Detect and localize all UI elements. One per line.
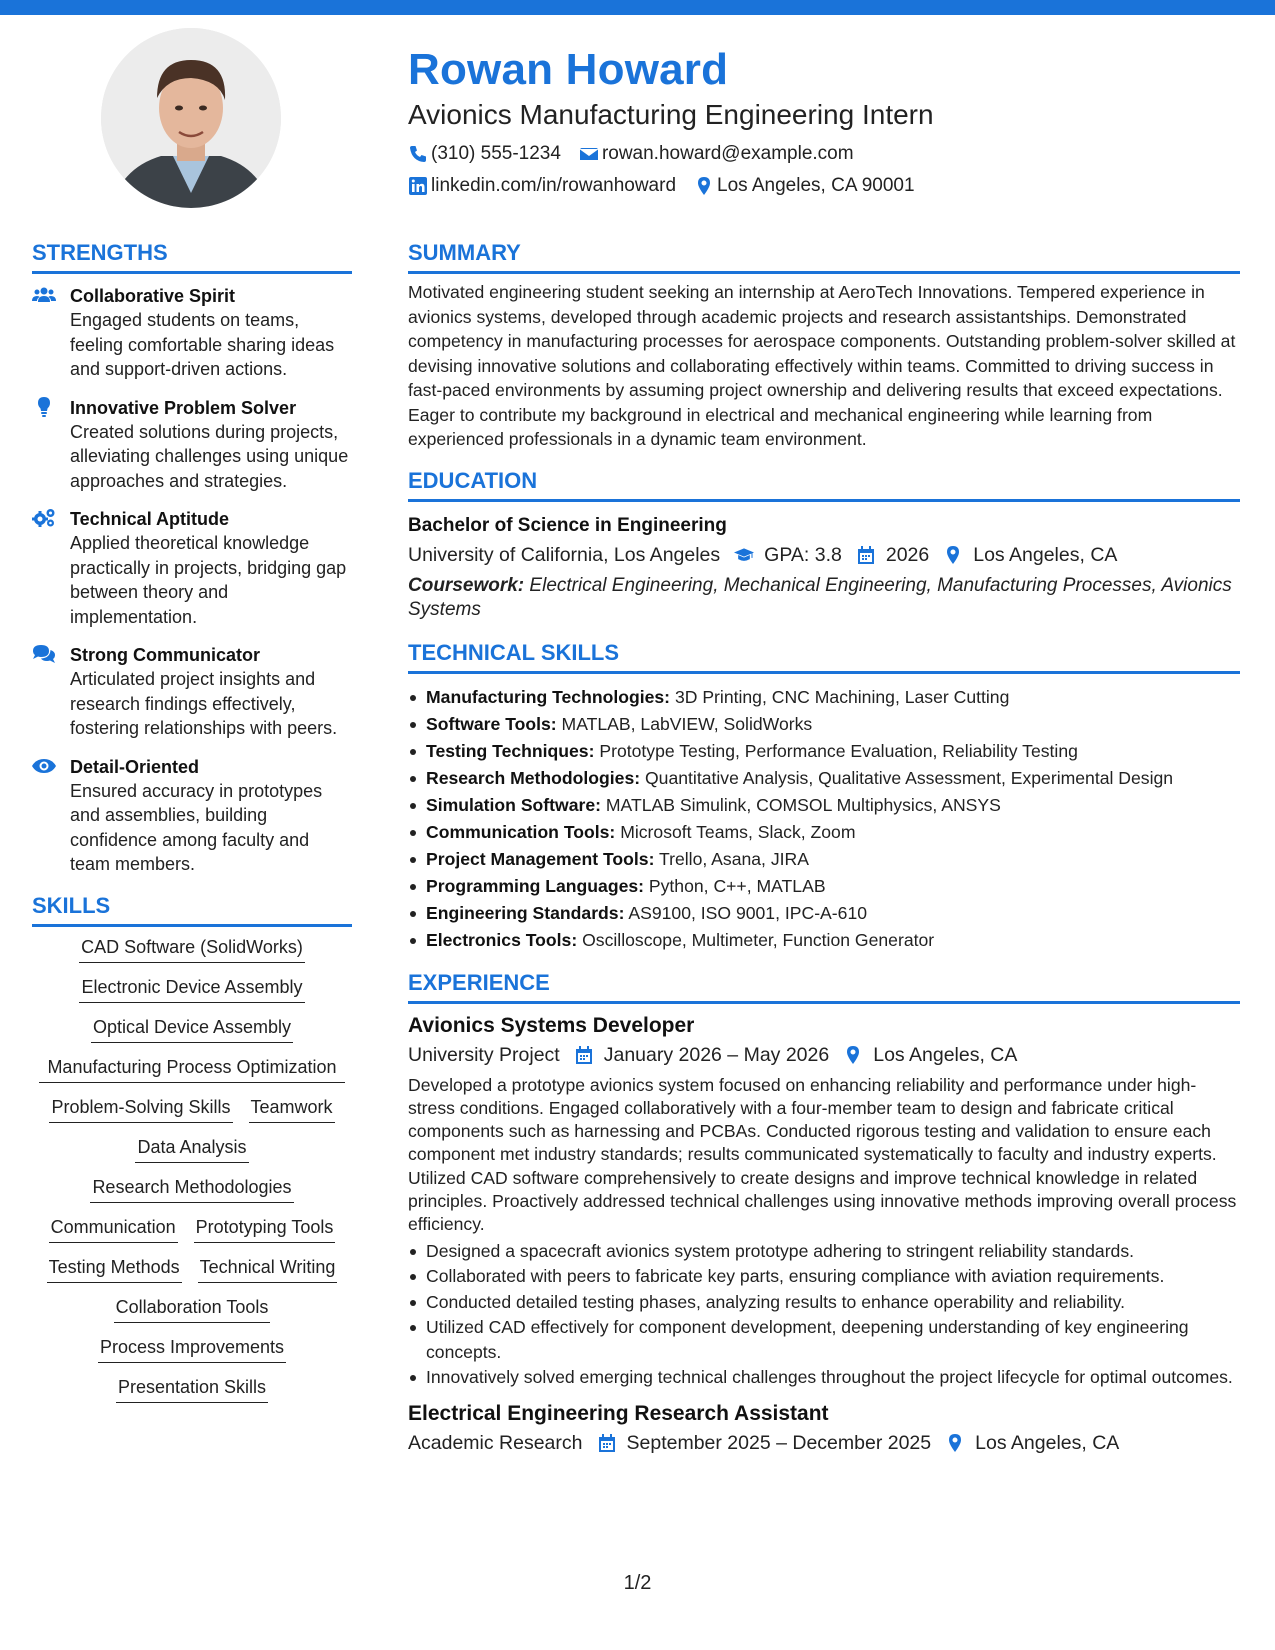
skill-tag: Teamwork xyxy=(249,1095,335,1123)
map-pin-icon xyxy=(945,1433,965,1453)
strength-desc: Articulated project insights and research findings effectively, fostering relationships with peers. xyxy=(70,669,338,738)
gears-icon xyxy=(32,508,56,528)
eye-icon xyxy=(32,756,56,776)
tech-skill-item: Software Tools: MATLAB, LabVIEW, SolidWorks xyxy=(408,711,1240,738)
school: University of California, Los Angeles xyxy=(408,543,721,566)
job-location: Los Angeles, CA xyxy=(945,1428,1119,1458)
job-title: Electrical Engineering Research Assistant xyxy=(408,1401,829,1425)
tech-skill-item: Testing Techniques: Prototype Testing, Performance Evaluation, Reliability Testing xyxy=(408,738,1240,765)
strength-desc: Ensured accuracy in prototypes and assemblies, building confidence among faculty and team members. xyxy=(70,780,323,874)
job-title: Avionics Systems Developer xyxy=(408,1013,695,1037)
tech-skill-item: Research Methodologies: Quantitative Analysis, Qualitative Assessment, Experimental Design xyxy=(408,765,1240,792)
phone-item[interactable] xyxy=(408,142,561,166)
job-bullet: Designed a spacecraft avionics system prototype adhering to stringent reliability standards. xyxy=(408,1239,1240,1264)
skill-tag: Data Analysis xyxy=(135,1135,248,1163)
strength-item xyxy=(32,396,352,494)
linkedin-icon xyxy=(408,176,428,196)
contact-row-2 xyxy=(408,170,1238,202)
skills-heading: SKILLS xyxy=(32,891,352,927)
job-bullet: Conducted detailed testing phases, analyzing results to enhance operability and reliability. xyxy=(408,1290,1240,1315)
skill-tag: Manufacturing Process Optimization xyxy=(39,1055,345,1083)
graduation-cap-icon xyxy=(734,545,754,565)
skill-tag: CAD Software (SolidWorks) xyxy=(79,935,305,963)
edu-location: Los Angeles, CA xyxy=(943,540,1117,570)
tech-skill-item: Simulation Software: MATLAB Simulink, COMSOL Multiphysics, ANSYS xyxy=(408,792,1240,819)
summary-heading: SUMMARY xyxy=(408,238,1240,274)
linkedin-text: linkedin.com/in/rowanhoward xyxy=(431,175,677,196)
skill-tag: Communication xyxy=(49,1215,178,1243)
skill-tag: Research Methodologies xyxy=(90,1175,293,1203)
resume-header xyxy=(408,42,1238,202)
strength-title: Strong Communicator xyxy=(70,645,261,665)
skill-tag: Optical Device Assembly xyxy=(91,1015,293,1043)
email-text: rowan.howard@example.com xyxy=(601,143,854,164)
job-meta xyxy=(408,1040,1240,1070)
map-pin-icon xyxy=(694,176,714,196)
strength-item xyxy=(32,507,352,629)
calendar-icon xyxy=(597,1433,617,1453)
phone-text: (310) 555-1234 xyxy=(431,143,561,164)
job-bullet: Collaborated with peers to fabricate key parts, ensuring compliance with aviation requirements. xyxy=(408,1264,1240,1289)
location-text: Los Angeles, CA 90001 xyxy=(717,175,915,196)
job-description: Developed a prototype avionics system focused on enhancing reliability and performance under high-stress conditions. Engaged collaboratively with a four-member team to design and fabricate critical components such as harnessing and PCBAs. Conducted rigorous testing and validation to ensure each component met industry standards; results communicated systematically to faculty and industry experts. Utilized CAD software comprehensively to create designs and improve technical knowledge in related principles. Proactively addressed technical challenges using innovative methods improving overall process efficiency. xyxy=(408,1074,1237,1235)
strength-item xyxy=(32,284,352,382)
right-column xyxy=(408,238,1240,1458)
linkedin-item[interactable] xyxy=(408,174,676,198)
skill-tag: Presentation Skills xyxy=(116,1375,268,1403)
envelope-icon xyxy=(579,144,599,164)
job-org: Academic Research xyxy=(408,1431,583,1454)
left-column xyxy=(32,238,352,1415)
skill-tag: Process Improvements xyxy=(98,1335,286,1363)
tech-skill-item: Electronics Tools: Oscilloscope, Multimeter, Function Generator xyxy=(408,927,1240,954)
users-icon xyxy=(32,285,56,305)
job-dates: September 2025 – December 2025 xyxy=(597,1428,932,1458)
contact-row-1 xyxy=(408,138,1238,170)
tech-skill-item: Programming Languages: Python, C++, MATLAB xyxy=(408,873,1240,900)
profile-photo xyxy=(101,28,281,208)
job-location: Los Angeles, CA xyxy=(843,1040,1017,1070)
skill-tag: Testing Methods xyxy=(47,1255,182,1283)
phone-icon xyxy=(408,144,428,164)
calendar-icon xyxy=(574,1045,594,1065)
job-meta xyxy=(408,1428,1240,1458)
tech-skill-item: Project Management Tools: Trello, Asana, JIRA xyxy=(408,846,1240,873)
coursework: Coursework: Electrical Engineering, Mechanical Engineering, Manufacturing Processes, Avionics Systems xyxy=(408,574,1232,620)
education-heading: EDUCATION xyxy=(408,466,1240,502)
skill-tag: Problem-Solving Skills xyxy=(49,1095,232,1123)
skill-tag: Electronic Device Assembly xyxy=(79,975,304,1003)
strength-title: Technical Aptitude xyxy=(70,509,230,529)
technical-skills-list xyxy=(408,684,1240,954)
job-bullet: Utilized CAD effectively for component development, deepening understanding of key engineering concepts. xyxy=(408,1315,1240,1364)
tech-skill-item: Manufacturing Technologies: 3D Printing, CNC Machining, Laser Cutting xyxy=(408,684,1240,711)
skill-tag: Prototyping Tools xyxy=(194,1215,336,1243)
job-org: University Project xyxy=(408,1043,560,1066)
job-entry xyxy=(408,1400,1240,1458)
top-accent-bar xyxy=(0,0,1275,15)
skills-list xyxy=(32,935,352,1403)
job-dates: January 2026 – May 2026 xyxy=(574,1040,830,1070)
tech-skill-item: Engineering Standards: AS9100, ISO 9001, IPC-A-610 xyxy=(408,900,1240,927)
strength-title: Detail-Oriented xyxy=(70,756,200,777)
job-bullets xyxy=(408,1239,1240,1390)
strengths-heading: STRENGTHS xyxy=(32,238,352,274)
skill-tag: Technical Writing xyxy=(198,1255,338,1283)
candidate-title: Avionics Manufacturing Engineering Intern xyxy=(408,99,934,130)
summary-text: Motivated engineering student seeking an internship at AeroTech Innovations. Tempered experience in avionics systems, developed through academic projects and research assistantships. Demonstrated competency in manufacturing processes for aerospace components. Outstanding problem-solver skilled at devising innovative solutions and collaborating effectively within teams. Committed to driving success in fast-paced environments by assuming project ownership and delivering results that exceed expectations. Eager to contribute my background in electrical and mechanical engineering while learning from experienced professionals in a dynamic team environment. xyxy=(408,282,1236,449)
email-item[interactable] xyxy=(579,142,854,166)
tech-skill-item: Communication Tools: Microsoft Teams, Slack, Zoom xyxy=(408,819,1240,846)
strength-desc: Applied theoretical knowledge practically in projects, bridging gap between theory and implementation. xyxy=(70,533,347,627)
strength-item xyxy=(32,755,352,877)
map-pin-icon xyxy=(943,545,963,565)
candidate-name: Rowan Howard xyxy=(408,45,729,94)
job-bullet: Innovatively solved emerging technical challenges throughout the project lifecycle for optimal outcomes. xyxy=(408,1365,1240,1390)
page-number: 1/2 xyxy=(623,1572,652,1594)
strength-title: Collaborative Spirit xyxy=(70,286,236,306)
education-meta xyxy=(408,540,1240,570)
degree: Bachelor of Science in Engineering xyxy=(408,514,727,536)
strength-desc: Created solutions during projects, alleviating challenges using unique approaches and strategies. xyxy=(70,421,349,491)
map-pin-icon xyxy=(843,1045,863,1065)
strength-item xyxy=(32,643,352,741)
grad-year: 2026 xyxy=(856,540,929,570)
strengths-list xyxy=(32,284,352,877)
location-item xyxy=(694,174,915,198)
calendar-icon xyxy=(856,545,876,565)
gpa: GPA: 3.8 xyxy=(734,540,842,570)
strength-title: Innovative Problem Solver xyxy=(70,397,297,418)
strength-desc: Engaged students on teams, feeling comfortable sharing ideas and support-driven actions. xyxy=(70,310,335,379)
job-entry xyxy=(408,1012,1240,1390)
lightbulb-icon xyxy=(32,397,56,417)
comments-icon xyxy=(32,644,56,664)
education-entry xyxy=(408,512,1240,622)
experience-heading: EXPERIENCE xyxy=(408,968,1240,1004)
skill-tag: Collaboration Tools xyxy=(114,1295,271,1323)
technical-skills-heading: TECHNICAL SKILLS xyxy=(408,638,1240,674)
